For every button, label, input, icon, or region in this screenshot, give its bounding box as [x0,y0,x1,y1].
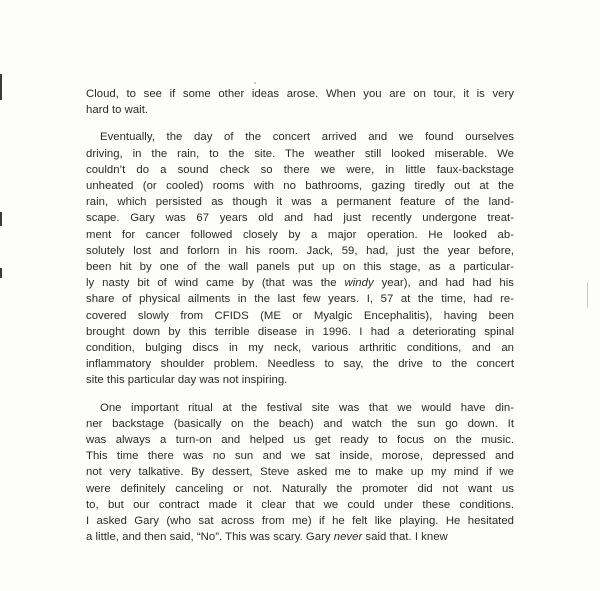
text-line: rain, which persisted as though it was a permanent feature of the land- [86,196,514,209]
text-line: I asked Gary (who sat across from me) if he felt like playing. He hesitated [86,515,514,528]
emphasis: never [333,531,363,544]
text-line: One important ritual at the festival site was that we would have din- [100,401,514,414]
text-line: solutely lost and forlorn in his room. Jack, 59, had, just the year before, [86,244,514,257]
scan-edge-mark [0,74,2,100]
text-line: site this particular day was not inspiring. [86,374,288,387]
text-line: scape. Gary was 67 years old and had just recently undergone treat- [86,212,514,225]
scan-edge-mark [0,212,2,226]
text-line: hard to wait. [86,104,149,117]
text-line: ly nasty bit of wind came by (that was the windy year), and had had his [86,277,514,290]
text-line: ner backstage (basically on the beach) and watch the sun go down. It [86,417,514,430]
text-line: ment for cancer followed closely by a major operation. He looked ab- [86,228,514,241]
scan-edge-mark [587,282,588,308]
text-line: covered slowly from CFIDS (ME or Myalgic Encephalitis), having been [86,309,514,322]
text-line: unheated (or cooled) rooms with no bathrooms, gazing tiredly out at the [86,180,514,193]
scan-edge-mark [0,268,2,278]
text-line: couldn’t do a sound check so there we were, in little faux-backstage [86,163,514,176]
body-text [86,86,514,545]
emphasis: windy [344,277,374,290]
dust-speck [254,82,256,84]
text-line: condition, bulging discs in my neck, various arthritic conditions, and an [86,342,514,355]
text-line: Cloud, to see if some other ideas arose. When you are on tour, it is very [86,88,514,100]
paragraph [86,129,514,388]
text-line: was always a turn-on and helped us get ready to focus on the music. [86,434,514,447]
text-line: inflammatory shoulder problem. Needless to say, the drive to the concert [86,358,514,371]
text-line: a little, and then said, “No”. This was scary. Gary never said that. I knew [86,531,448,544]
text-line: driving, in the rain, to the site. The weather still looked miserable. We [86,147,514,160]
text-line: been hit by one of the wall panels put up on this stage, as a particular- [86,261,514,274]
paragraph [86,400,514,546]
text-line: to, but our contract made it clear that we could under these conditions. [86,498,514,511]
text-line: not very talkative. By dessert, Steve asked me to make up my mind if we [86,466,514,479]
text-line: share of physical ailments in the last few years. I, 57 at the time, had re- [86,293,514,306]
text-line: brought down by this terrible disease in 1996. I had a deteriorating spinal [86,325,514,338]
text-line: were definitely canceling or not. Naturally the promoter did not want us [86,482,514,495]
paragraph [86,86,514,118]
text-line: This time there was no sun and we sat inside, morose, depressed and [86,450,514,463]
text-line: Eventually, the day of the concert arrived and we found ourselves [100,131,514,144]
